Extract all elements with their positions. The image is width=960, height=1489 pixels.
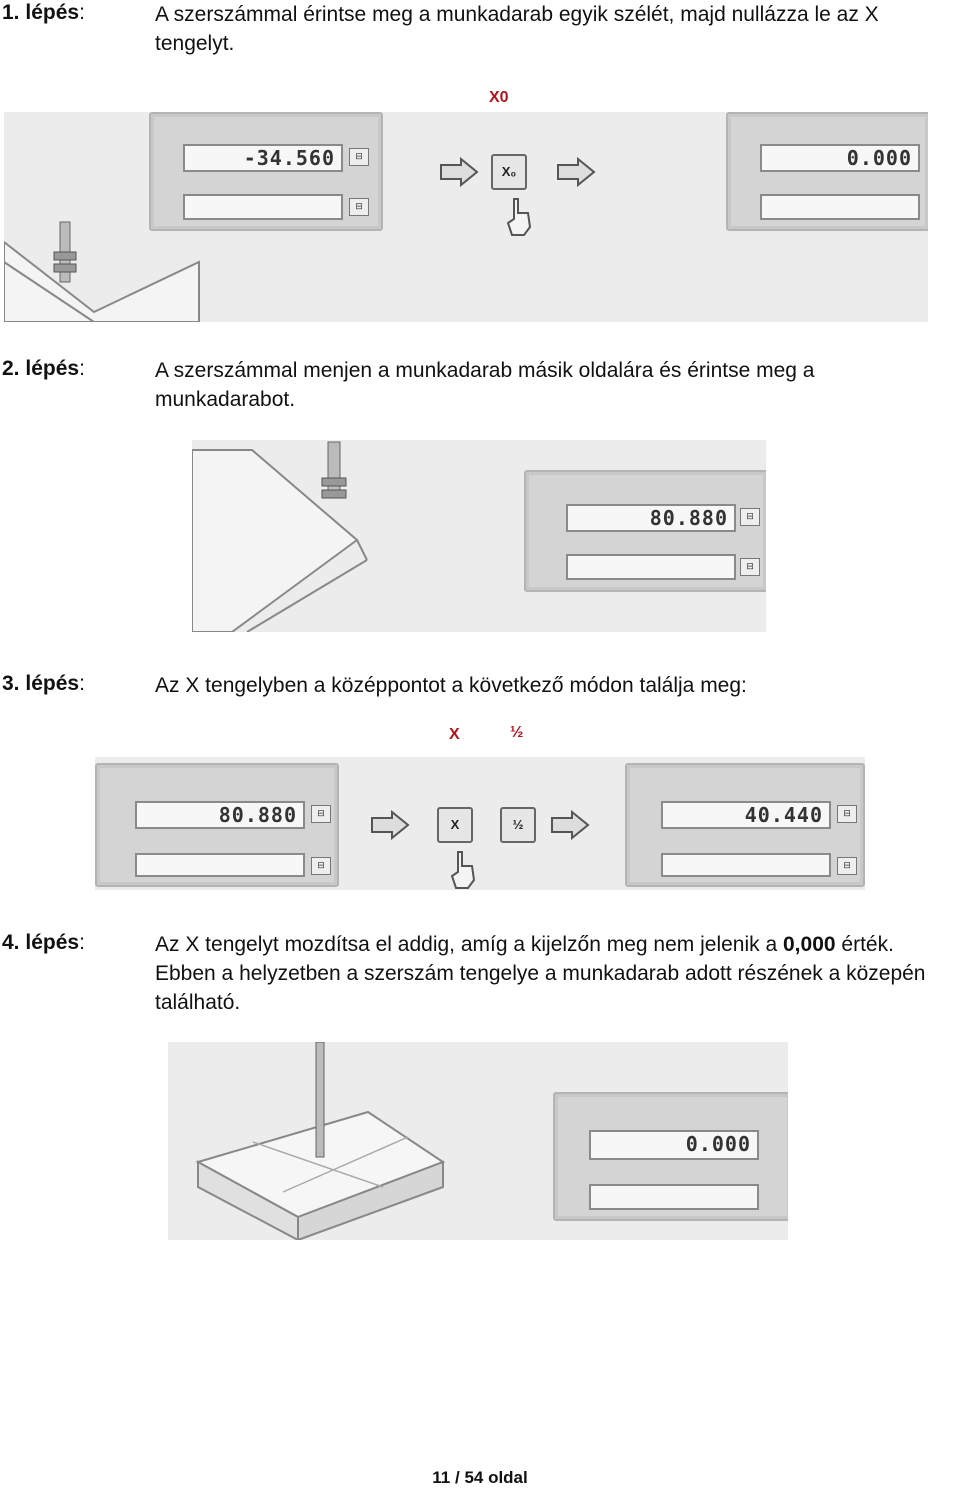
figure-2 [192,440,766,632]
axis-y-button: ⊟ [349,198,369,216]
y-axis-readout [661,853,831,877]
y-axis-readout [566,554,736,580]
right-arrow-icon [550,810,590,840]
axis-x-button: ⊟ [349,148,369,166]
right-arrow-icon [439,157,479,187]
step-number: 1. [2,1,20,24]
page-footer [0,1468,960,1488]
step-word: lépés [25,1,80,24]
y-axis-readout [589,1184,759,1210]
pointing-hand-icon [448,850,478,890]
x0-key-caption: X0 [489,89,509,106]
step-2-label: 2. lépés: [2,357,85,380]
x-key: X [437,807,473,843]
step-3-text: Az X tengelyben a középpontot a következő módon találja meg: [155,674,747,697]
x-key-caption: X [449,726,460,743]
step-4-text-part: érték. Ebben a helyzetben a szerszám tengelye a munkadarab adott részének a közepén található. [155,933,926,1014]
right-arrow-icon [556,157,596,187]
half-key-caption: ½ [510,724,524,741]
y-axis-readout [760,194,920,220]
x-axis-readout: 0.000 [760,144,920,172]
axis-x-button: ⊟ [837,805,857,823]
pointing-hand-icon [504,197,534,237]
dro-display-before [149,112,383,231]
x-axis-readout: 40.440 [661,801,831,829]
step-4-text-part: Az X tengelyt mozdítsa el addig, amíg a kijelzőn meg nem jelenik a [155,933,783,956]
page-number: 11 [432,1468,451,1487]
figure-3 [95,757,865,890]
dro-display-after [726,112,928,231]
axis-y-button: ⊟ [740,558,760,576]
dro-display-before [95,763,339,887]
axis-y-button: ⊟ [837,857,857,875]
figure-4 [168,1042,788,1240]
step-3-label: 3. lépés: [2,672,85,695]
x-axis-readout: 80.880 [135,801,305,829]
step-number: 4. [2,931,20,954]
step-1-label: 1. lépés: [2,1,85,24]
step-4-value: 0,000 [783,933,836,956]
dro-display-after [625,763,865,887]
x-axis-readout: -34.560 [183,144,343,172]
axis-y-button: ⊟ [311,857,331,875]
half-key: ½ [500,807,536,843]
page-total: 54 oldal [464,1468,528,1487]
right-arrow-icon [370,810,410,840]
step-2-text: A szerszámmal menjen a munkadarab másik oldalára és érintse meg a munkadarabot. [155,359,815,411]
figure-1 [4,112,928,322]
axis-x-button: ⊟ [740,508,760,526]
step-word: lépés [25,357,80,380]
axis-x-button: ⊟ [311,805,331,823]
page-separator: / [454,1468,460,1487]
step-4-label: 4. lépés: [2,931,85,954]
y-axis-readout [135,853,305,877]
step-number: 3. [2,672,20,695]
step-1-text: A szerszámmal érintse meg a munkadarab egyik szélét, majd nullázza le az X tengelyt. [155,3,879,55]
y-axis-readout [183,194,343,220]
step-4-text [155,930,955,1017]
step-word: lépés [25,672,80,695]
x-axis-readout: 80.880 [566,504,736,532]
x-axis-readout: 0.000 [589,1130,759,1160]
step-number: 2. [2,357,20,380]
dro-display [524,470,766,592]
step-word: lépés [25,931,80,954]
x-zero-key: X₀ [491,154,527,190]
dro-display [553,1092,788,1221]
